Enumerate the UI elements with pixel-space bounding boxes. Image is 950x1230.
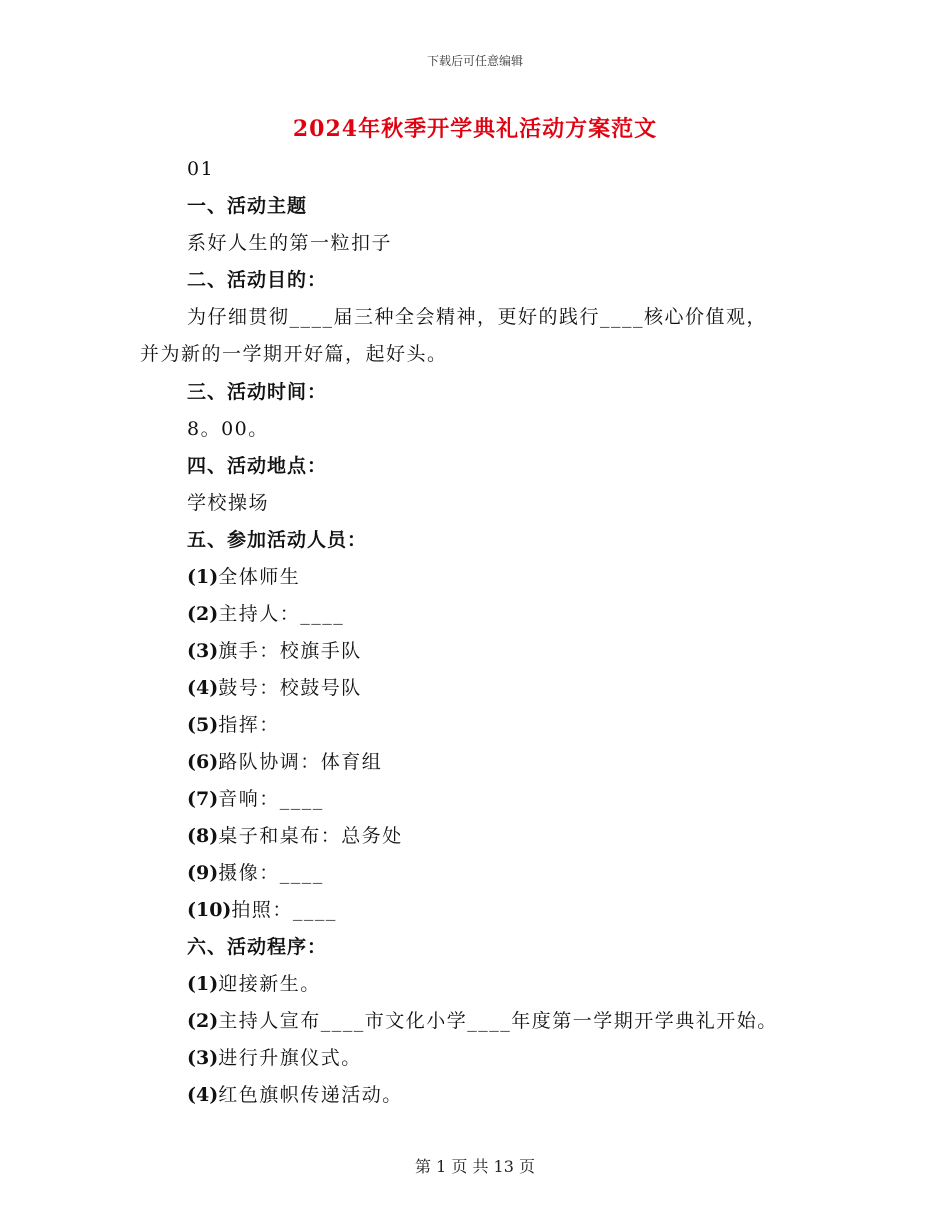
list-item <box>187 1045 362 1071</box>
list-item <box>187 971 321 997</box>
list-item-text: 迎接新生。 <box>218 973 321 995</box>
list-item-text: 旗手：校旗手队 <box>218 640 362 662</box>
list-item-text: 路队协调：体育组 <box>218 751 383 773</box>
section-5-heading: 五、参加活动人员： <box>187 529 368 551</box>
section-1-heading: 一、活动主题 <box>187 195 308 217</box>
section-number: 01 <box>187 158 215 180</box>
list-item <box>187 712 280 738</box>
list-item-number: (6) <box>187 751 219 773</box>
list-item-number: (4) <box>187 1084 219 1106</box>
section-6-heading: 六、活动程序： <box>187 936 328 958</box>
list-item-number: (4) <box>187 677 219 699</box>
list-item <box>187 601 344 627</box>
list-item-number: (3) <box>187 1047 219 1069</box>
list-item <box>187 675 362 701</box>
list-item-text: 进行升旗仪式。 <box>218 1047 362 1069</box>
list-item-number: (2) <box>187 1010 219 1032</box>
list-item <box>187 860 324 886</box>
section-1-text: 系好人生的第一粒扣子 <box>187 232 393 254</box>
list-item <box>187 1082 403 1108</box>
list-item-text: 全体师生 <box>218 566 301 588</box>
list-item-text: 指挥： <box>218 714 280 736</box>
list-item-number: (1) <box>187 566 219 588</box>
list-item <box>187 823 403 849</box>
list-item-text: 摄像：____ <box>218 862 324 884</box>
page-header-note: 下载后可任意编辑 <box>426 54 523 68</box>
section-2-text-line1: 为仔细贯彻____届三种全会精神，更好的践行____核心价值观， <box>187 306 768 328</box>
list-item <box>187 786 324 812</box>
page-number: 第 1 页 共 13 页 <box>415 1157 535 1176</box>
list-item-number: (3) <box>187 640 219 662</box>
list-item-number: (10) <box>187 899 232 921</box>
list-item-number: (5) <box>187 714 219 736</box>
list-item <box>187 1008 778 1034</box>
section-2-heading: 二、活动目的： <box>187 269 328 291</box>
section-4-text: 学校操场 <box>187 492 270 514</box>
list-item-number: (8) <box>187 825 219 847</box>
list-item-text: 拍照：____ <box>231 899 337 921</box>
list-item-text: 红色旗帜传递活动。 <box>218 1084 403 1106</box>
list-item <box>187 897 337 923</box>
list-item-number: (2) <box>187 603 219 625</box>
section-2-text-line2: 并为新的一学期开好篇，起好头。 <box>140 343 448 365</box>
section-4-heading: 四、活动地点： <box>187 455 328 477</box>
list-item-text: 音响：____ <box>218 788 324 810</box>
list-item-number: (9) <box>187 862 219 884</box>
list-item <box>187 638 362 664</box>
list-item-text: 主持人宣布____市文化小学____年度第一学期开学典礼开始。 <box>218 1010 778 1032</box>
list-item <box>187 564 300 590</box>
list-item-text: 鼓号：校鼓号队 <box>218 677 362 699</box>
list-item <box>187 749 382 775</box>
list-item-number: (1) <box>187 973 219 995</box>
list-item-text: 桌子和桌布：总务处 <box>218 825 403 847</box>
section-3-text: 8。00。 <box>187 418 269 440</box>
list-item-text: 主持人：____ <box>218 603 345 625</box>
list-item-number: (7) <box>187 788 219 810</box>
section-3-heading: 三、活动时间： <box>187 381 328 403</box>
document-title: 2024年秋季开学典礼活动方案范文 <box>292 116 658 142</box>
